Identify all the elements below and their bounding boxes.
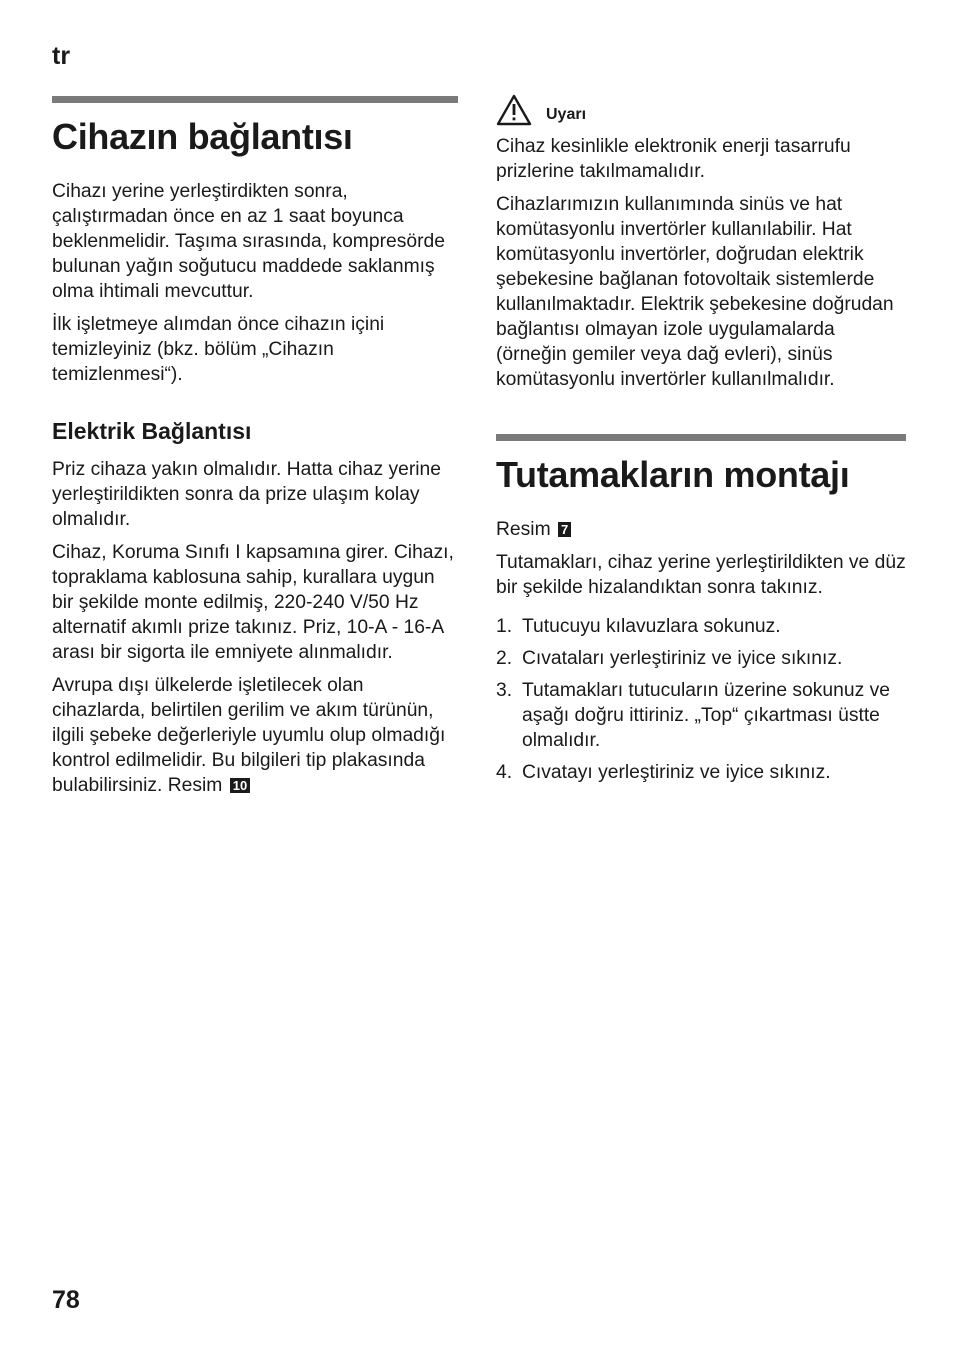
left-column [52, 96, 458, 806]
section-title-handles: Tutamakların montajı [496, 454, 850, 495]
warning-paragraph: Cihazlarımızın kullanımında sinüs ve hat komütasyonlu invertörler kullanılabilir. Hat komütasyonlu invertörler, doğrudan elektrik şebekesine bağlanan fotovoltaik sistemlerde kullanılmaktadır. Elektrik şebekesine doğrudan bağlantısı olmayan izole uygulamalarda (örneğin gemiler veya dağ evleri), sinüs komütasyonlu invertörler kullanılmalıdır. [496, 194, 894, 390]
list-item [496, 614, 906, 639]
step-text: Cıvatayı yerleştiriniz ve iyice sıkınız. [522, 762, 831, 783]
warning-label: Uyarı [546, 106, 587, 123]
step-number: 2. [496, 648, 513, 669]
section-title-connection: Cihazın bağlantısı [52, 116, 353, 157]
list-item [496, 678, 906, 753]
list-item [496, 760, 906, 785]
section-rule [496, 434, 906, 441]
paragraph: İlk işletmeye alımdan önce cihazın içini temizleyiniz (bkz. bölüm „Cihazın temizlenmesi“). [52, 314, 385, 385]
page-number: 78 [52, 1286, 80, 1314]
section-rule [52, 96, 458, 103]
list-item [496, 646, 906, 671]
step-number: 4. [496, 762, 513, 783]
warning-triangle-icon [496, 94, 532, 126]
right-column [496, 96, 906, 792]
warning-paragraph: Cihaz kesinlikle elektronik enerji tasarrufu prizlerine takılmamalıdır. [496, 136, 851, 182]
warning-header [496, 90, 906, 126]
figure-line [496, 517, 906, 542]
paragraph: Priz cihaza yakın olmalıdır. Hatta cihaz yerine yerleştirildikten sonra da prize ulaşım kolay olmalıdır. [52, 459, 442, 530]
paragraph: Tutamakları, cihaz yerine yerleştirildikten ve düz bir şekilde hizalandıktan sonra takınız. [496, 552, 906, 598]
figure-label: Resim [496, 519, 551, 540]
language-code: tr [52, 42, 71, 70]
paragraph-with-figure-ref [52, 673, 458, 798]
step-text: Cıvataları yerleştiriniz ve iyice sıkınız. [522, 648, 843, 669]
step-text: Tutucuyu kılavuzlara sokunuz. [522, 616, 781, 637]
step-number: 1. [496, 616, 513, 637]
step-number: 3. [496, 680, 513, 701]
subsection-title-electric: Elektrik Bağlantısı [52, 418, 252, 444]
step-text: Tutamakları tutucuların üzerine sokunuz ve aşağı doğru ittiriniz. „Top“ çıkartması üstte olmalıdır. [522, 680, 890, 751]
steps-list [496, 614, 906, 785]
figure-reference-badge: 10 [230, 778, 250, 793]
figure-reference-badge: 7 [558, 522, 571, 537]
paragraph-text: Avrupa dışı ülkelerde işletilecek olan cihazlarda, belirtilen gerilim ve akım türünün, ilgili şebeke değerleriyle uyumlu olup olmadığı kontrol edilmelidir. Bu bilgileri tip plakasında bulabilirsiniz. Resim [52, 675, 446, 796]
paragraph: Cihaz, Koruma Sınıfı I kapsamına girer. Cihazı, topraklama kablosuna sahip, kurallara uygun bir şekilde monte edilmiş, 220-240 V/50 Hz alternatif akımlı prize takınız. Priz, 10-A - 16-A arası bir sigorta ile emniyete alınmalıdır. [52, 542, 454, 663]
paragraph: Cihazı yerine yerleştirdikten sonra, çalıştırmadan önce en az 1 saat boyunca beklenmelidir. Taşıma sırasında, kompresörde bulunan yağın soğutucu maddede saklanmış olma ihtimali mevcuttur. [52, 181, 445, 302]
